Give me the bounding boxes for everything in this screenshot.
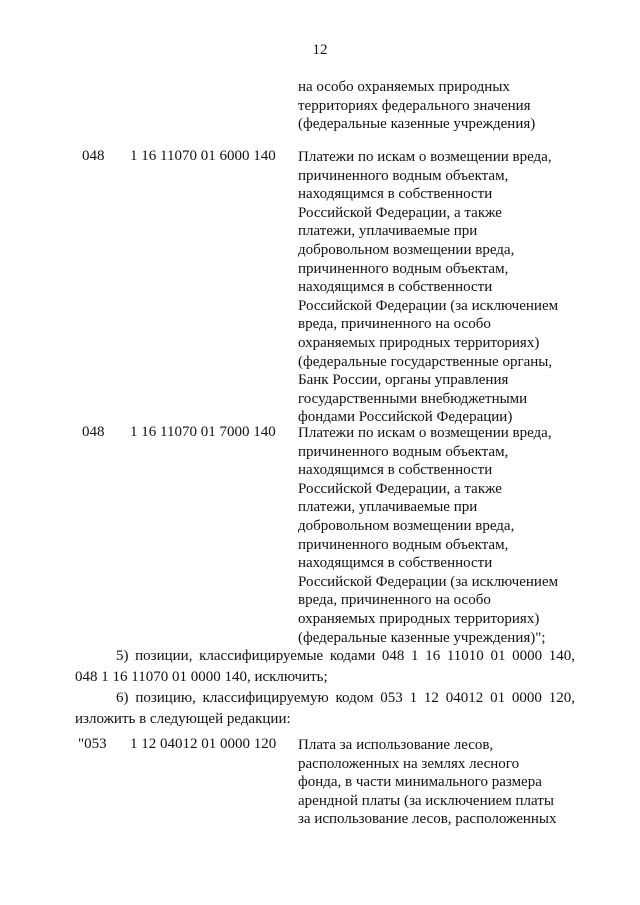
name-line: Российской Федерации, а также <box>298 480 502 497</box>
name-line: причиненного водным объектам, <box>298 443 509 460</box>
budget-code: 1 16 11070 01 6000 140 <box>130 148 276 164</box>
name-line: арендной платы (за исключением платы <box>298 792 554 809</box>
name-line: добровольном возмещении вреда, <box>298 517 515 534</box>
name-line: расположенных на землях лесного <box>298 755 520 772</box>
row-name <box>298 424 568 647</box>
paragraph-line: 6) позицию, классифицируемую кодом 053 1 12 04012 01 0000 120, <box>116 690 575 706</box>
row-name <box>298 78 568 134</box>
paragraph-line: изложить в следующей редакции: <box>75 711 291 727</box>
name-line: (федеральные казенные учреждения) <box>298 116 536 133</box>
name-line: находящимся в собственности <box>298 279 493 296</box>
paragraph <box>75 688 575 730</box>
name-line: государственными внебюджетными <box>298 390 528 407</box>
name-line: вреда, причиненного на особо <box>298 316 491 333</box>
paragraph <box>75 646 575 688</box>
name-line: причиненного водным объектам, <box>298 260 509 277</box>
paragraph-line: 5) позиции, классифицируемые кодами 048 1 16 11010 01 0000 140, <box>116 648 575 664</box>
name-line: территориях федерального значения <box>298 97 531 114</box>
name-line: Плата за использование лесов, <box>298 737 494 753</box>
name-line: (федеральные казенные учреждения)"; <box>298 629 546 646</box>
name-line: находящимся в собственности <box>298 462 493 479</box>
admin-code: 048 <box>82 424 105 440</box>
name-line: Российской Федерации (за исключением <box>298 573 559 590</box>
page-number: 12 <box>312 42 328 58</box>
admin-code: "053 <box>78 736 107 752</box>
admin-code: 048 <box>82 148 105 164</box>
name-line: охраняемых природных территориях) <box>298 334 540 351</box>
name-line: фондами Российской Федерации) <box>298 409 513 426</box>
name-line: находящимся в собственности <box>298 555 493 572</box>
name-line: причиненного водным объектам, <box>298 536 509 553</box>
name-line: на особо охраняемых природных <box>298 79 510 95</box>
name-line: Платежи по искам о возмещении вреда, <box>298 425 552 441</box>
name-line: Банк России, органы управления <box>298 372 509 389</box>
name-line: платежи, уплачиваемые при <box>298 223 478 240</box>
budget-code: 1 12 04012 01 0000 120 <box>130 736 277 752</box>
name-line: охраняемых природных территориях) <box>298 610 540 627</box>
paragraph-line: 048 1 16 11070 01 0000 140, исключить; <box>75 669 328 685</box>
name-line: Платежи по искам о возмещении вреда, <box>298 149 552 165</box>
name-line: платежи, уплачиваемые при <box>298 499 478 516</box>
budget-code: 1 16 11070 01 7000 140 <box>130 424 276 440</box>
name-line: фонда, в части минимального размера <box>298 774 542 791</box>
name-line: (федеральные государственные органы, <box>298 353 553 370</box>
name-line: Российской Федерации, а также <box>298 204 502 221</box>
name-line: находящимся в собственности <box>298 186 493 203</box>
name-line: за использование лесов, расположенных <box>298 811 557 828</box>
name-line: Российской Федерации (за исключением <box>298 297 559 314</box>
name-line: причиненного водным объектам, <box>298 167 509 184</box>
row-name <box>298 148 568 427</box>
name-line: добровольном возмещении вреда, <box>298 241 515 258</box>
row-name <box>298 736 568 829</box>
name-line: вреда, причиненного на особо <box>298 592 491 609</box>
